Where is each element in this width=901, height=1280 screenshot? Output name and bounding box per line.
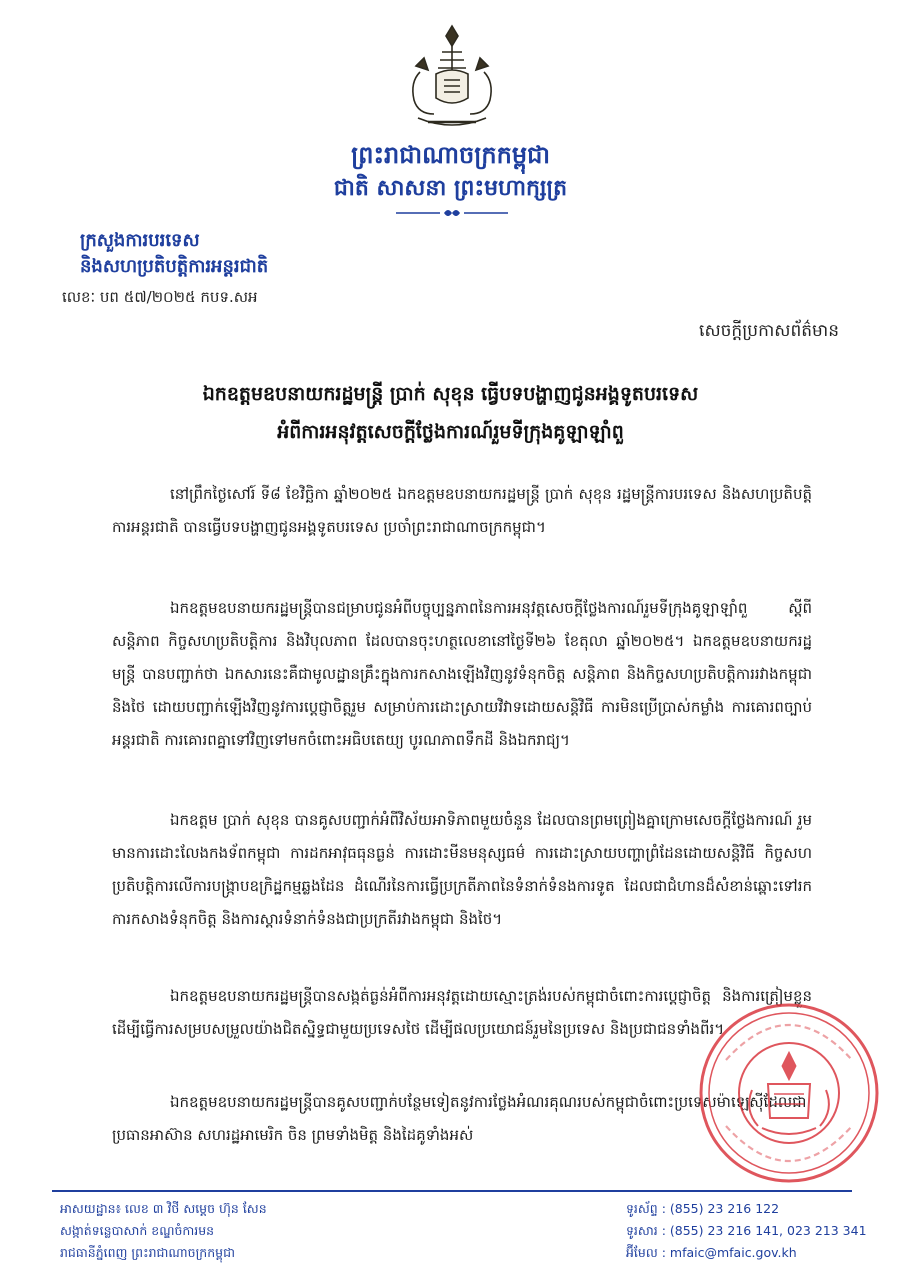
email-address[interactable]: អ៊ីមែល : mfaic@mfaic.gov.kh (626, 1245, 797, 1260)
official-seal-icon (696, 1000, 882, 1186)
reference-number: លេខៈ បព ៥៧/២០២៥ កបទ.សអ (62, 288, 258, 306)
headline-line1: ឯកឧត្តមឧបនាយករដ្ឋមន្ត្រី ប្រាក់ សុខុន ធ្វើបទបង្ហាញជូនអង្គទូតបរទេស (202, 383, 699, 405)
paragraph-text: ឯកឧត្តមឧបនាយករដ្ឋមន្ត្រីបានសង្កត់ធ្ងន់អំពីការអនុវត្តដោយស្មោះត្រង់របស់កម្ពុជាចំពោះការប្តេជ្ញាចិត្ត និងការត្រៀមខ្លួនដើម្បីធ្វើការសម្របសម្រួលយ៉ាងជិតស្និទ្ធជាមួយប្រទេសថៃ ដើម្បីផលប្រយោជន៍រួមនៃប្រទេស និងប្រជាជនទាំងពីរ។ (112, 987, 812, 1038)
national-motto: ជាតិ សាសនា ព្រះមហាក្សត្រ (333, 176, 568, 201)
body-paragraph (112, 592, 812, 757)
address-line: អាសយដ្ឋាន៖ លេខ ៣ វិថី សម្តេច ហ៊ុន សែន (60, 1201, 267, 1216)
body-paragraph (112, 478, 812, 544)
fax-number: ទូរសារ : (855) 23 216 141, 023 213 341 (626, 1223, 867, 1238)
ornament-divider-icon (392, 206, 512, 220)
body-paragraph (112, 804, 812, 936)
document-type-label: សេចក្តីប្រកាសព័ត៌មាន (699, 321, 839, 341)
headline-line2: អំពីការអនុវត្តសេចក្តីថ្លែងការណ៍រួមទីក្រុងគូឡាឡាំពួ (277, 421, 624, 443)
ministry-name-line2: និងសហប្រតិបត្តិការអន្តរជាតិ (80, 256, 269, 277)
paragraph-text: នៅព្រឹកថ្ងៃសៅរ៍ ទី៨ ខែវិច្ឆិកា ឆ្នាំ២០២៥ ឯកឧត្តមឧបនាយករដ្ឋមន្ត្រី ប្រាក់ សុខុន រដ្ឋមន្ត្រីការបរទេស និងសហប្រតិបត្តិការអន្តរជាតិ បានធ្វើបទបង្ហាញជូនអង្គទូតបរទេស ប្រចាំព្រះរាជាណាចក្រកម្ពុជា។ (112, 485, 812, 536)
phone-number: ទូរស័ព្ទ : (855) 23 216 122 (626, 1201, 780, 1216)
address-line: រាជធានីភ្នំពេញ ព្រះរាជាណាចក្រកម្ពុជា (60, 1245, 235, 1260)
footer-address (60, 1198, 267, 1264)
royal-coat-of-arms-icon (398, 22, 506, 132)
paragraph-text: ឯកឧត្តម ប្រាក់ សុខុន បានគូសបញ្ជាក់អំពីវិស័យអាទិភាពមួយចំនួន ដែលបានព្រមព្រៀងគ្នាក្រោមសេចក្តីថ្លែងការណ៍ រួមមានការដោះលែងកងទ័ពកម្ពុជា ការដកអាវុធធុនធ្ងន់ ការដោះមីនមនុស្សធម៌ ការដោះស្រាយបញ្ហាព្រំដែនដោយសន្តិវិធី កិច្ចសហប្រតិបត្តិការលើការបង្ក្រាបឧក្រិដ្ឋកម្មឆ្លងដែន ដំណើរនៃការធ្វើប្រក្រតីភាពនៃទំនាក់ទំនងការទូត ដែលជាជំហានដ៏សំខាន់ឆ្ពោះទៅរកការកសាងទំនុកចិត្ត និងការស្តារទំនាក់ទំនងជាប្រក្រតីរវាងកម្ពុជា និងថៃ។ (112, 811, 812, 928)
address-line: សង្កាត់ទន្លេបាសាក់ ខណ្ឌចំការមន (60, 1223, 215, 1238)
ministry-name-line1: ក្រសួងការបរទេស (80, 230, 200, 251)
footer-divider (52, 1190, 852, 1192)
footer-contacts (626, 1198, 867, 1264)
paragraph-text: ឯកឧត្តមឧបនាយករដ្ឋមន្ត្រីបានជម្រាបជូនអំពីបច្ចុប្បន្នភាពនៃការអនុវត្តសេចក្តីថ្លែងការណ៍រួមទីក្រុងគូឡាឡាំពួ ស្តីពីសន្តិភាព កិច្ចសហប្រតិបត្តិការ និងវិបុលភាព ដែលបានចុះហត្ថលេខានៅថ្ងៃទី២៦ ខែតុលា ឆ្នាំ២០២៥។ ឯកឧត្តមឧបនាយករដ្ឋមន្ត្រី បានបញ្ជាក់ថា ឯកសារនេះគឺជាមូលដ្ឋានគ្រឹះក្នុងការកសាងឡើងវិញនូវទំនុកចិត្ត សន្តិភាព និងកិច្ចសហប្រតិបត្តិការរវាងកម្ពុជា និងថៃ ដោយបញ្ជាក់ឡើងវិញនូវការប្តេជ្ញាចិត្តរួម សម្រាប់ការដោះស្រាយវិវាទដោយសន្តិវិធី ការមិនប្រើប្រាស់កម្លាំង ការគោរពច្បាប់អន្តរជាតិ ការគោរពគ្នាទៅវិញទៅមកចំពោះអធិបតេយ្យ បូរណភាពទឹកដី និងឯករាជ្យ។ (112, 599, 812, 749)
kingdom-title: ព្រះរាជាណាចក្រកម្ពុជា (351, 141, 550, 169)
paragraph-text: ឯកឧត្តមឧបនាយករដ្ឋមន្ត្រីបានគូសបញ្ជាក់បន្ថែមទៀតនូវការថ្លែងអំណរគុណរបស់កម្ពុជាចំពោះប្រទេសម៉ាឡេស៊ីដែលជាប្រធានអាស៊ាន សហរដ្ឋអាមេរិក ចិន ព្រមទាំងមិត្ត និងដៃគូទាំងអស់ (112, 1093, 807, 1144)
